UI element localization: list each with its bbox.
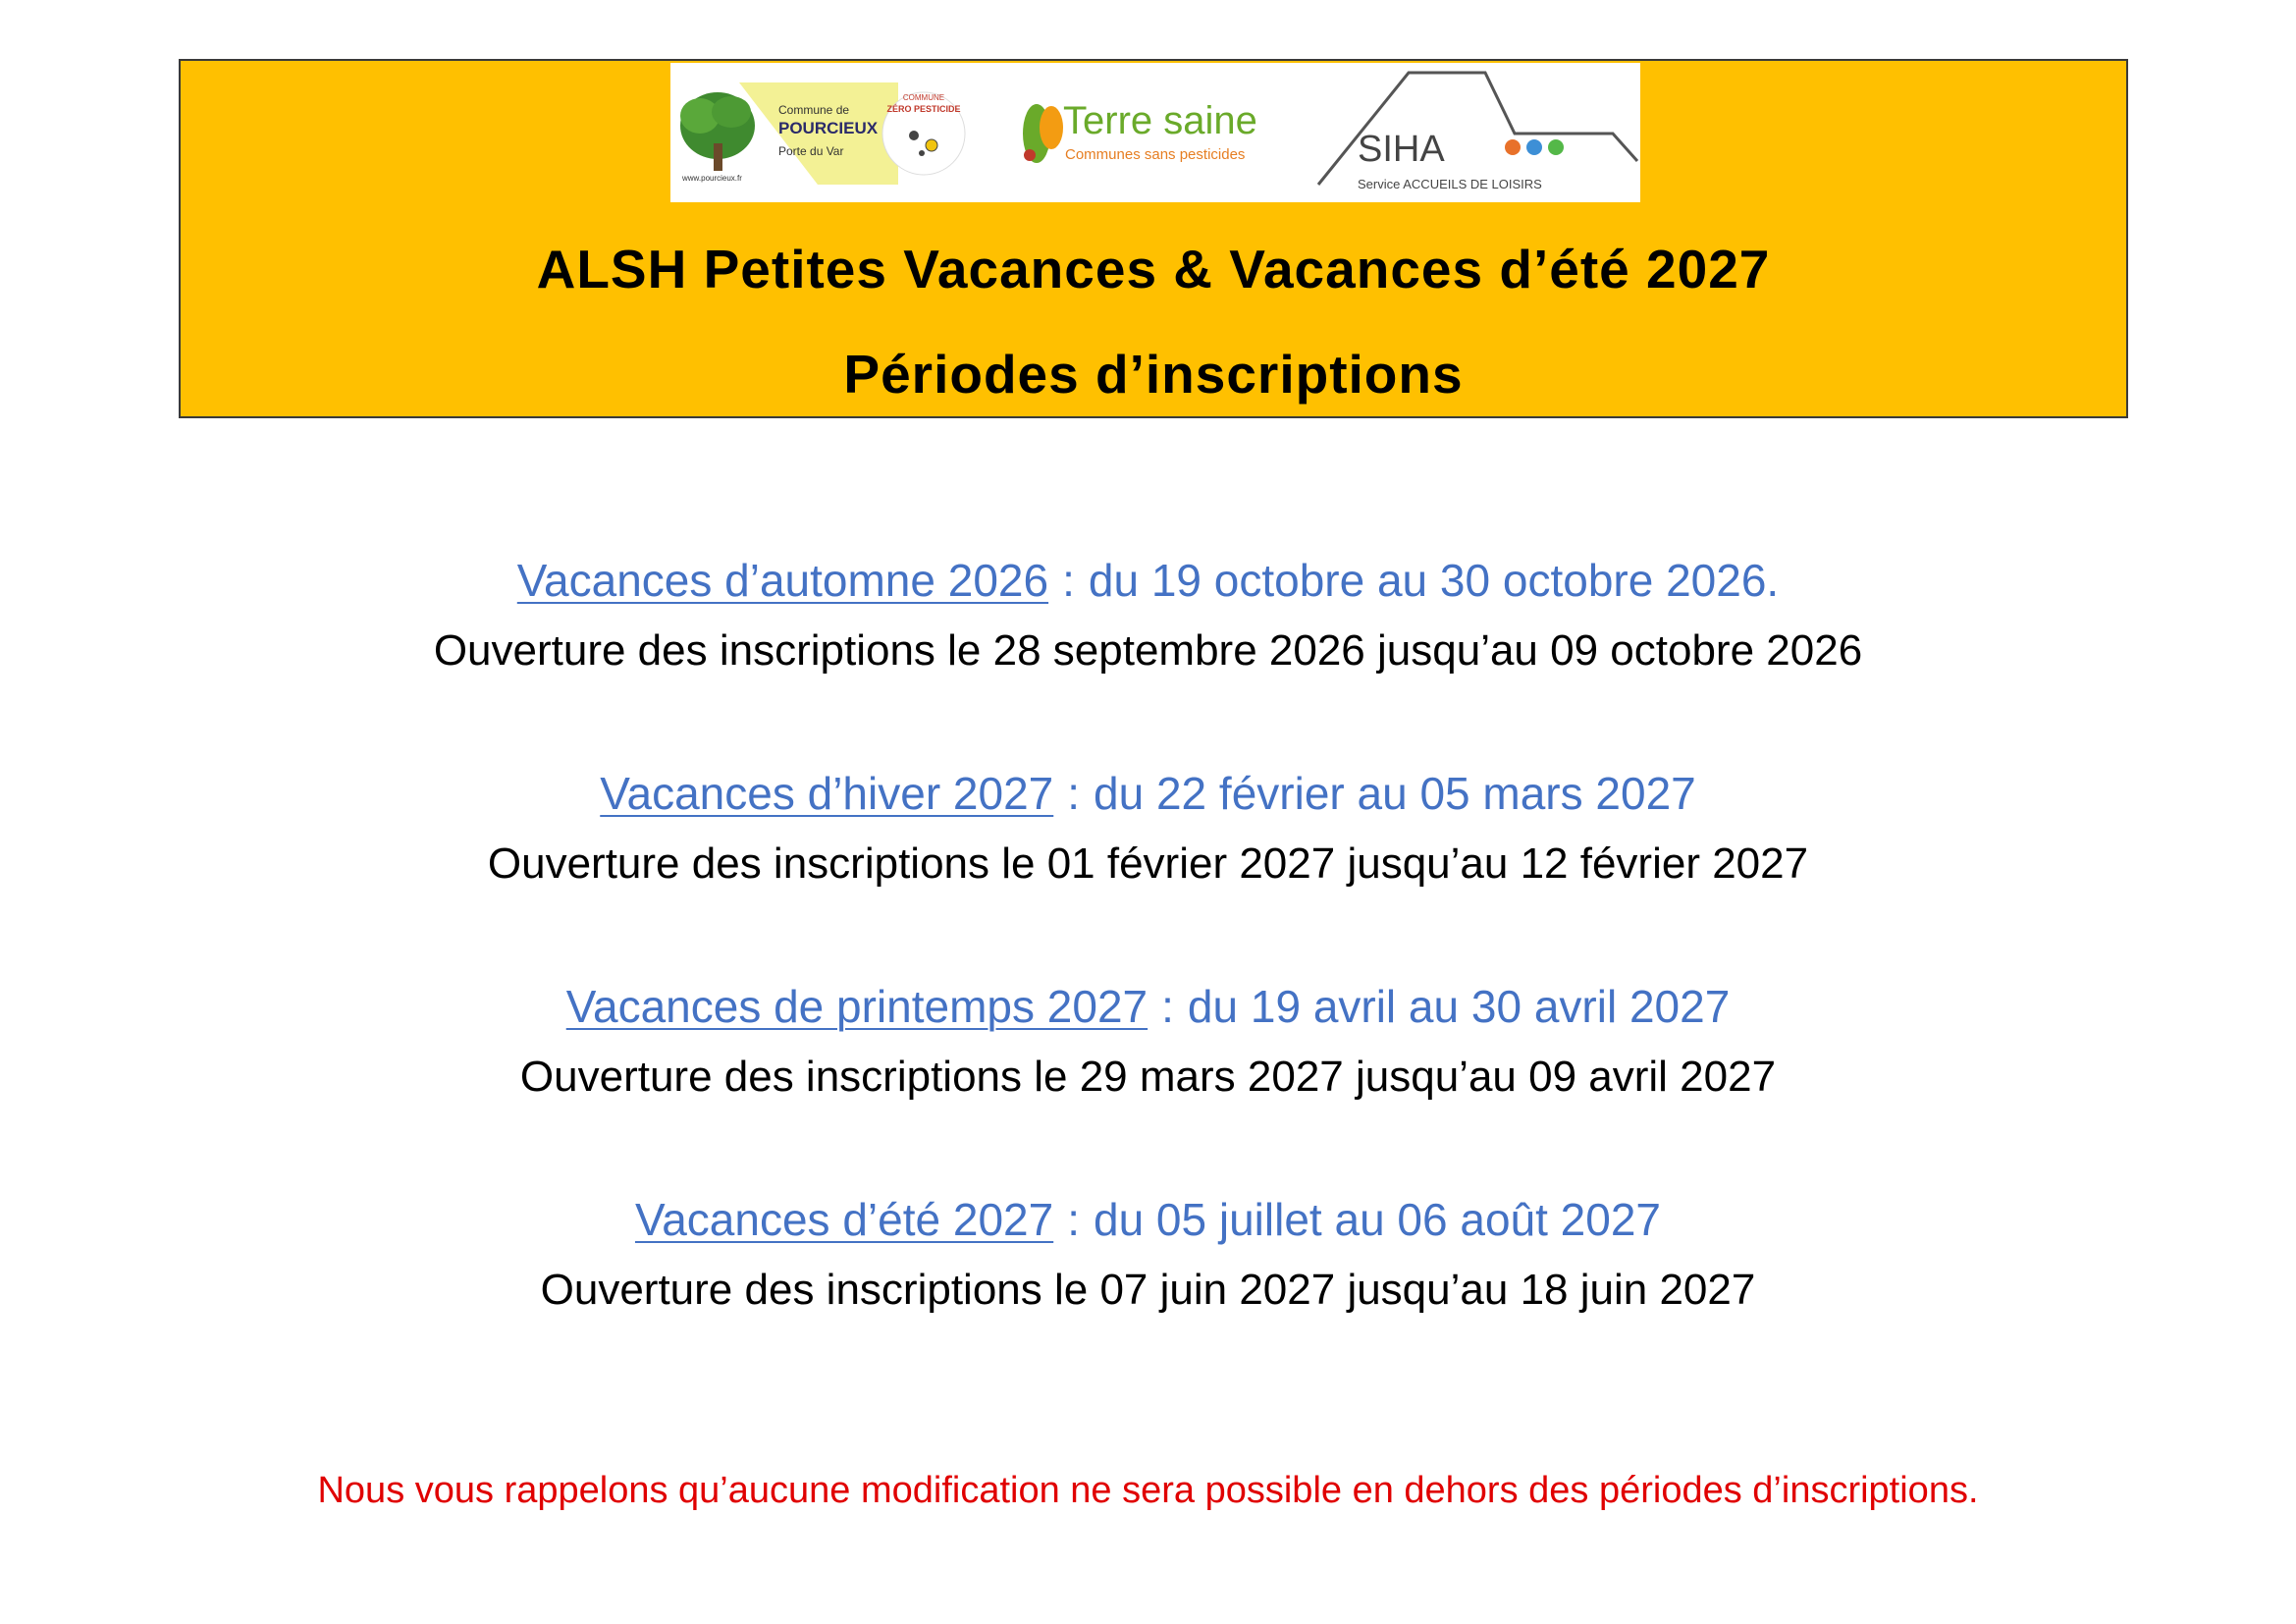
partner-logos [670, 63, 1640, 202]
zero-pesticide-badge [882, 92, 965, 175]
period-autumn-header [0, 554, 2296, 607]
period-autumn-link[interactable]: Vacances d’automne 2026 [516, 555, 1049, 606]
logo-strip [670, 63, 1640, 202]
period-separator: : [1161, 981, 1174, 1032]
period-winter-link[interactable]: Vacances d’hiver 2027 [600, 768, 1054, 819]
period-summer-registration: Ouverture des inscriptions le 07 juin 2027 jusqu’au 18 juin 2027 [540, 1266, 1756, 1314]
period-winter-registration: Ouverture des inscriptions le 01 février 2027 jusqu’au 12 février 2027 [487, 839, 1809, 888]
pourcieux-logo [678, 81, 898, 185]
header-banner [179, 59, 2128, 418]
period-spring-dates: du 19 avril au 30 avril 2027 [1187, 981, 1731, 1032]
terre-saine-subtitle: Communes sans pesticides [1065, 146, 1246, 163]
siha-logo [1318, 73, 1637, 191]
pourcieux-commune-label: Commune de [778, 103, 850, 117]
badge-label: ZÉRO PESTICIDE [886, 104, 961, 114]
period-winter-dates: du 22 février au 05 mars 2027 [1094, 768, 1696, 819]
period-separator: : [1067, 768, 1081, 819]
period-summer-dates: du 05 juillet au 06 août 2027 [1093, 1194, 1662, 1245]
period-autumn-dates: du 19 octobre au 30 octobre 2026. [1088, 555, 1780, 606]
reminder-notice: Nous vous rappelons qu’aucune modification ne sera possible en dehors des périodes d’inscriptions. [317, 1470, 1979, 1511]
period-winter-header [0, 767, 2296, 820]
terre-saine-logo [1023, 99, 1257, 163]
period-separator: : [1062, 555, 1075, 606]
period-summer-link[interactable]: Vacances d’été 2027 [634, 1194, 1054, 1245]
page-subtitle: Périodes d’inscriptions [843, 344, 1464, 405]
period-autumn-registration: Ouverture des inscriptions le 28 septembre 2026 jusqu’au 09 octobre 2026 [433, 626, 1863, 675]
pourcieux-url: www.pourcieux.fr [682, 174, 742, 183]
pourcieux-subtitle: Porte du Var [778, 144, 844, 158]
period-spring-link[interactable]: Vacances de printemps 2027 [565, 981, 1148, 1032]
badge-top-label: COMMUNE [902, 93, 945, 102]
siha-title: SIHA [1358, 129, 1445, 170]
pourcieux-name: POURCIEUX [778, 119, 879, 137]
terre-saine-title: Terre saine [1063, 99, 1257, 142]
period-spring-registration: Ouverture des inscriptions le 29 mars 2027 jusqu’au 09 avril 2027 [519, 1053, 1777, 1101]
period-spring-header [0, 980, 2296, 1033]
period-summer-header [0, 1193, 2296, 1246]
page-title: ALSH Petites Vacances & Vacances d’été 2027 [536, 239, 1771, 299]
period-separator: : [1067, 1194, 1080, 1245]
siha-subtitle: Service ACCUEILS DE LOISIRS [1358, 177, 1542, 191]
